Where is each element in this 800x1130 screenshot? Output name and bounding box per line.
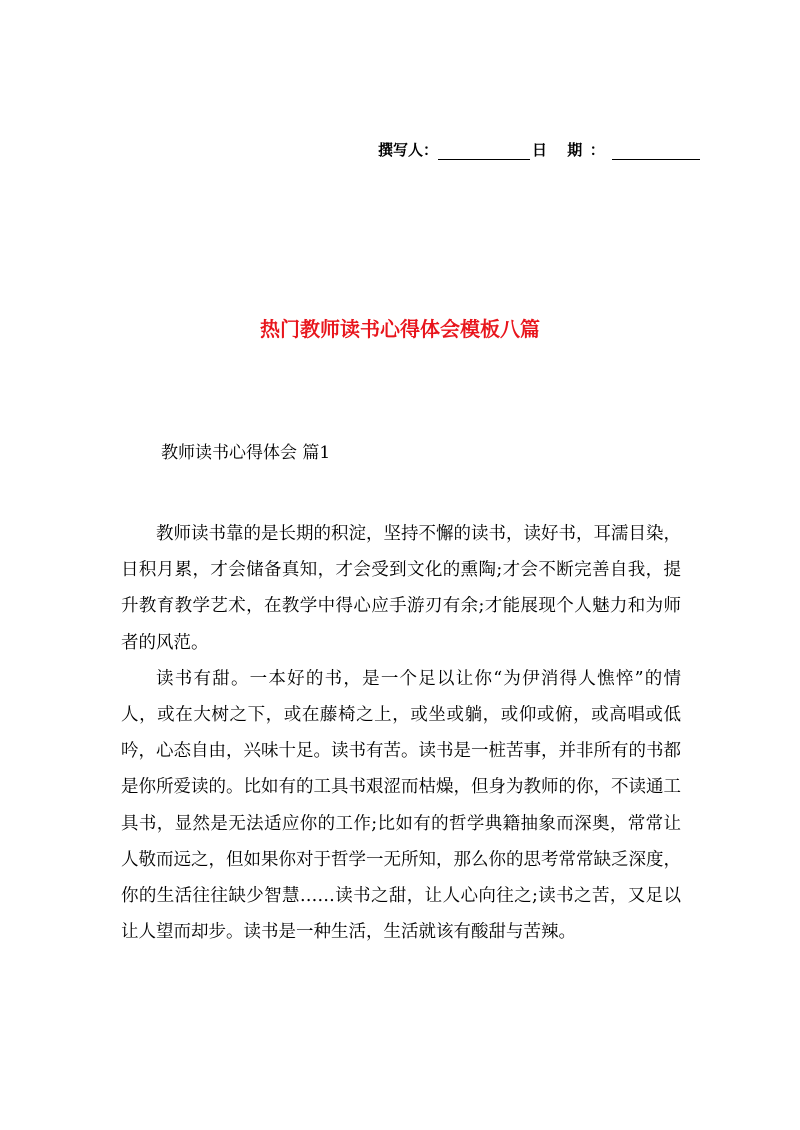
date-label: 日 期： xyxy=(532,141,613,159)
paragraph-1: 教师读书靠的是长期的积淀，坚持不懈的读书，读好书，耳濡目染，日积月累，才会储备真知，才会受到文化的熏陶;才会不断完善自我，提升教育教学艺术，在教学中得心应手游刃有余;才能展现个人魅力和为师者的风范。 xyxy=(121,524,681,653)
document-title: 热门教师读书心得体会模板八篇 xyxy=(260,317,540,341)
paragraph-2: 读书有甜。一本好的书，是一个足以让你“为伊消得人憔悴”的情人，或在大树之下，或在藤椅之上，或坐或躺，或仰或俯，或高唱或低吟，心态自由，兴味十足。读书有苦。读书是一桩苦事，并非所有的书都是你所爱读的。比如有的工具书艰涩而枯燥，但身为教师的你，不读通工具书，显然是无法适应你的工作;比如有的哲学典籍抽象而深奥，常常让人敬而远之，但如果你对于哲学一无所知，那么你的思考常常缺乏深度，你的生活往往缺少智慧……读书之甜，让人心向往之;读书之苦，又足以让人望而却步。读书是一种生活，生活就该有酸甜与苦辣。 xyxy=(121,668,681,943)
author-date-line xyxy=(378,140,700,160)
author-label: 撰写人： xyxy=(378,141,439,159)
body-text xyxy=(121,516,681,950)
author-blank xyxy=(438,145,530,160)
section-heading: 教师读书心得体会 篇1 xyxy=(161,443,331,463)
date-blank xyxy=(612,145,700,160)
